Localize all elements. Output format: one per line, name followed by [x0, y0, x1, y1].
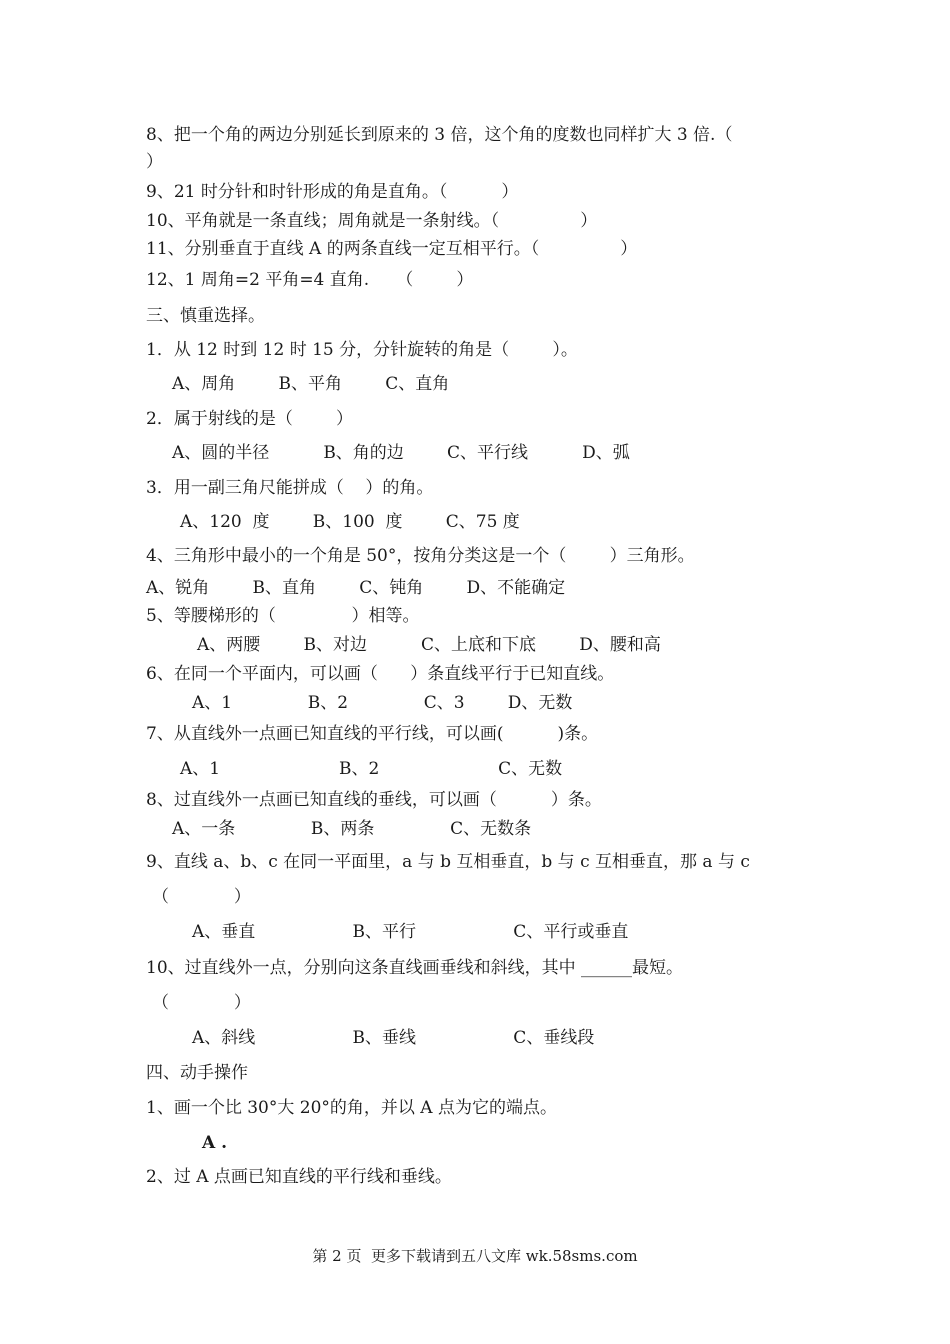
choice-q8-options: A、一条 B、两条 C、无数条	[172, 819, 532, 839]
choice-q5-options: A、两腰 B、对边 C、上底和下底 D、腰和高	[197, 635, 661, 655]
judge-q8-line2: ）	[146, 152, 163, 172]
choice-q6-options: A、1 B、2 C、3 D、无数	[192, 693, 573, 713]
choice-q4: 4、三角形中最小的一个角是 50°，按角分类这是一个（ ）三角形。	[146, 546, 695, 566]
choice-q2-options: A、圆的半径 B、角的边 C、平行线 D、弧	[172, 443, 630, 463]
judge-q10: 10、平角就是一条直线；周角就是一条射线。（ ）	[146, 211, 598, 231]
choice-q7: 7、从直线外一点画已知直线的平行线，可以画( )条。	[146, 724, 599, 744]
judge-q11: 11、分别垂直于直线 A 的两条直线一定互相平行。（ ）	[146, 239, 638, 259]
choice-q8: 8、过直线外一点画已知直线的垂线，可以画（ ）条。	[146, 790, 602, 810]
choice-q9-options: A、垂直 B、平行 C、平行或垂直	[192, 922, 629, 942]
judge-q12: 12、1 周角=2 平角=4 直角. （ ）	[146, 270, 474, 290]
choice-q6: 6、在同一个平面内，可以画（ ）条直线平行于已知直线。	[146, 664, 615, 684]
choice-q3-options: A、120 度 B、100 度 C、75 度	[180, 512, 520, 532]
operate-heading: 四、动手操作	[146, 1063, 248, 1083]
choice-q9-line1: 9、直线 a、b、c 在同一平面里，a 与 b 互相垂直，b 与 c 互相垂直，那 a 与 c	[146, 852, 750, 872]
choice-q4-options: A、锐角 B、直角 C、钝角 D、不能确定	[146, 578, 566, 598]
choice-heading: 三、慎重选择。	[146, 306, 265, 326]
choice-q9-line2: （ ）	[152, 887, 251, 907]
choice-q10-options: A、斜线 B、垂线 C、垂线段	[192, 1028, 595, 1048]
choice-q5: 5、等腰梯形的（ ）相等。	[146, 606, 420, 626]
choice-q7-options: A、1 B、2 C、无数	[180, 759, 563, 779]
judge-q9: 9、21 时分针和时针形成的角是直角。（ ）	[146, 182, 519, 202]
point-a-label: A .	[202, 1133, 228, 1153]
choice-q3: 3．用一副三角尺能拼成（ ）的角。	[146, 478, 434, 498]
choice-q10-line2: （ ）	[152, 993, 251, 1013]
operate-q2: 2、过 A 点画已知直线的平行线和垂线。	[146, 1167, 452, 1187]
page-footer: 第 2 页 更多下载请到五八文库 wk.58sms.com	[312, 1247, 638, 1265]
choice-q10-line1: 10、过直线外一点，分别向这条直线画垂线和斜线，其中 ______最短。	[146, 958, 684, 978]
judge-q8-line1: 8、把一个角的两边分别延长到原来的 3 倍，这个角的度数也同样扩大 3 倍.（	[146, 125, 733, 145]
operate-q1: 1、画一个比 30°大 20°的角，并以 A 点为它的端点。	[146, 1098, 557, 1118]
choice-q1: 1．从 12 时到 12 时 15 分，分针旋转的角是（ ）。	[146, 340, 578, 360]
choice-q2: 2．属于射线的是（ ）	[146, 409, 354, 429]
choice-q1-options: A、周角 B、平角 C、直角	[172, 374, 450, 394]
